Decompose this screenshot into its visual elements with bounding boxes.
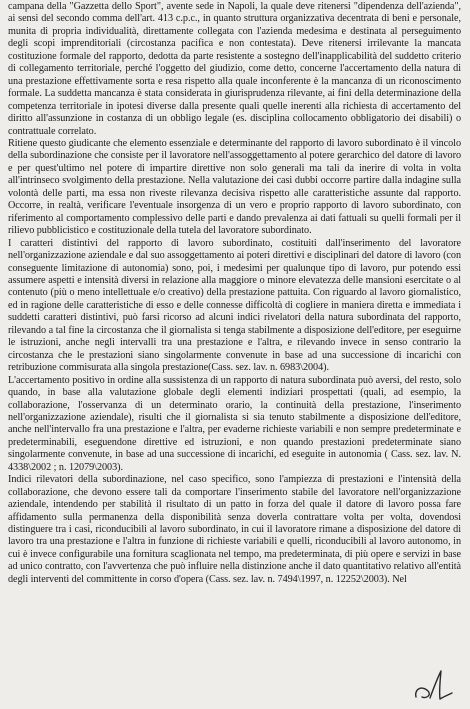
paragraph-3: I caratteri distintivi del rapporto di lavoro subordinato, costituiti dall'inserimento del lavoratore nell'organizzazione aziendale e dal suo assoggettamento ai poteri direttivi e disciplinari del datore di lavoro (con conseguente limitazione di autonomia) sono, poi, i medesimi per qualunque tipo di lavoro, pur potendo essi assumere aspetti e intensità diversi in relazione alla maggiore o minore elevatezza delle mansioni esercitate o al contenuto (più o meno intellettuale e/o creativo) della prestazione pattuita. Con riguardo al lavoro giornalistico, ed in ragione delle caratteristiche di esso e delle connesse difficoltà di cogliere in maniera diretta e immediata i suddetti caratteri distintivi, può farsi ricorso ad alcuni indici rivelatori della natura subordinata del rapporto, rilevando a tal fine la circostanza che il giornalista si tenga stabilmente a disposizione dell'editore, per eseguirne le istruzioni, anche negli intervalli tra una prestazione e l'altra, e rilevando invece in senso contrario la circostanza che le prestazioni siano singolarmente convenute in base ad una successione di incarichi con retribuzione commisurata alla singola prestazione(Cass. sez. lav. n. 6983\2004). [8, 237, 461, 374]
paragraph-5: Indici rilevatori della subordinazione, nel caso specifico, sono l'ampiezza di prestazioni e l'intensità della collaborazione, che devono essere tali da comportare l'inserimento stabile del lavoratore nell'organizzazione aziendale, intendendo per stabilità il risultato di un patto in forza del quale il datore di lavoro possa fare affidamento sulla permanenza della disponibilità senza doverla contrattare volta per volta, dovendosi distinguere tra i casi, riconducibili al lavoro subordinato, in cui il lavoratore rimane a disposizione del datore di lavoro tra una prestazione e l'altra in funzione di richieste variabili e quelli, riconducibili al lavoro autonomo, in cui è invece configurabile una fornitura scaglionata nel tempo, ma predeterminata, di più opere e servizi in base ad unico contratto, con l'avvertenza che può influire nella distinzione anche il dato quantitativo relativo all'entità degli interventi del committente in corso d'opera (Cass. sez. lav. n. 7494\1997, n. 12252\2003). Nel [8, 474, 461, 585]
handwritten-signature [410, 667, 456, 703]
signature-mark [410, 667, 456, 703]
paragraph-2: Ritiene questo giudicante che elemento essenziale e determinante del rapporto di lavoro subordinato è il vincolo della subordinazione che consiste per il lavoratore nell'assoggettamento al potere gerarchico del datore di lavoro e per quest'ultimo nel potere di impartire direttive non solo generali ma tali da inerire di volta in volta all'intrinseco svolgimento della prestazione. Nella valutazione dei casi dubbi occorre partire dalla indagine sulla volontà delle parti, ma essa non riveste rilevanza decisiva rispetto alle caratteristiche assunte dal rapporto. Occorre, in realtà, verificare l'eventuale insorgenza di un vero e proprio rapporto di lavoro subordinato, con riferimento al comportamento complessivo delle parti e dando prevalenza ai dati fattuali su quelli formali per il rilievo pubblicistico e costituzionale della tutela del lavoratore subordinato. [8, 137, 461, 237]
paragraph-1: campana della "Gazzetta dello Sport", avente sede in Napoli, la quale deve ritenersi "dipendenza dell'azienda", ai sensi del secondo comma dell'art. 413 c.p.c., in quanto struttura organizzativa decentrata di beni e personale, munita di propria individualità, direttamente collegata con l'azienda medesima e destinata al perseguimento degli scopi imprenditoriali (circostanza pacifica e non contestata). Deve ritenersi irrilevante la mancata costituzione formale del rapporto, dedotta da parte resistente a sostegno dell'inapplicabilità del suddetto criterio di collegamento territoriale, perché l'oggetto del giudizio, come detto, concerne l'accertamento della natura di una prestazione effettivamente sorta e resa rispetto alla quale inconferente è la mancanza di un riconoscimento formale. La suddetta mancanza è stata considerata in giurisprudenza rilevante, ai fini della determinazione della competenza territoriale in ipotesi diverse dalla presente quali quelle inerenti alla richiesta di accertamento del diritto all'assunzione in costanza di un obbligo legale (es. disciplina collocamento obbligatorio dei disabili) o contrattuale correlato. [8, 1, 461, 137]
paragraph-4: L'accertamento positivo in ordine alla sussistenza di un rapporto di natura subordinata può aversi, del resto, solo quando, in base alla valutazione globale degli elementi indiziari prospettati (quali, ad esempio, la collaborazione, l'osservanza di un determinato orario, la continuità della prestazione, l'inserimento nell'organizzazione aziendale), risulti che il giornalista si sia tenuto stabilmente a disposizione dell'editore, anche nell'intervallo fra una prestazione e l'altra, per evaderne richieste variabili e non sempre predeterminate e predeterminabili, eseguendone direttive ed istruzioni, e non quando prestazioni predeterminate siano singolarmente convenute, in base ad una successione di incarichi, ed eseguite in autonomia ( Cass. sez. lav. N. 4338\2002 ; n. 12079\2003). [8, 374, 461, 473]
